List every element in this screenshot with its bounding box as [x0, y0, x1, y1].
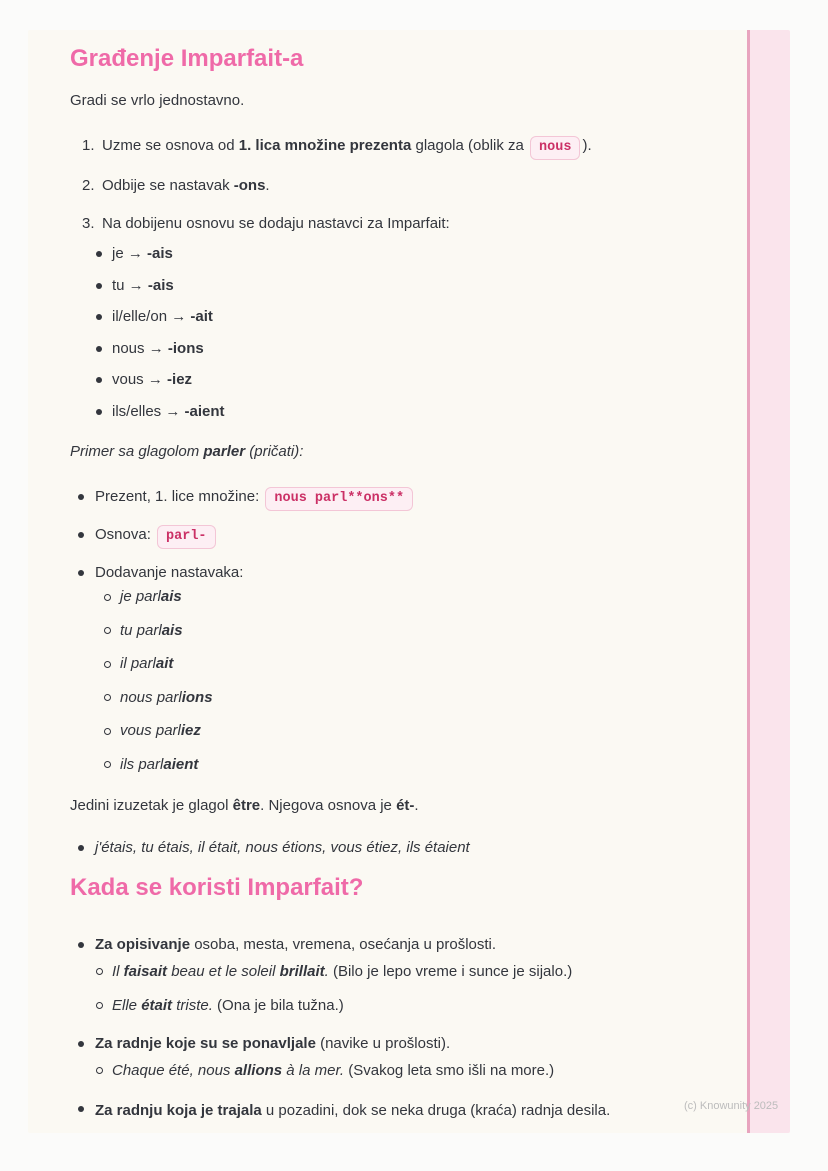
exception-paragraph: [70, 794, 698, 818]
text-segment: vous parl: [120, 722, 181, 739]
text-segment: u pozadini, dok se neka druga (kraća) radnja desila.: [261, 1101, 611, 1119]
text-segment: ils/elles →: [112, 402, 185, 420]
text-segment: (Svakog leta smo išli na more.): [344, 1061, 555, 1079]
text-segment: beau et le soleil: [167, 962, 280, 980]
ending-item: [95, 337, 698, 361]
usage-sub-item: [95, 994, 698, 1018]
usage-item-text: [95, 936, 496, 953]
text-segment: vous →: [112, 371, 168, 388]
text-segment: .: [414, 796, 419, 814]
text-segment: -ions: [167, 339, 204, 357]
ending-item: [95, 400, 698, 424]
section-title-kada: Kada se koristi Imparfait?: [70, 873, 364, 901]
list-item: [70, 485, 698, 511]
text-segment: Uzme se osnova od: [102, 137, 239, 154]
ending-text: [112, 371, 192, 388]
conjugation-text: [120, 655, 173, 672]
text-segment: Za opisivanje: [95, 935, 191, 953]
text-segment: Na dobijenu osnovu se dodaju nastavci za Imparfait:: [102, 215, 450, 232]
document-page: [28, 30, 790, 1133]
conjugation-text: [120, 622, 183, 639]
text-segment: (Ona je bila tužna.): [212, 996, 344, 1014]
conjugation-list: [95, 585, 698, 777]
text-segment: Dodavanje nastavaka:: [95, 563, 244, 581]
text-segment: parler: [203, 442, 246, 460]
text-segment: (navike u prošlosti).: [315, 1034, 451, 1052]
section-title-gradenje: Građenje Imparfait-a: [70, 45, 304, 72]
knowunity-watermark: (c) Knowunity 2025: [684, 1100, 779, 1112]
code-chip: nous: [530, 136, 580, 160]
ending-text: [112, 308, 213, 325]
step-text: [102, 134, 698, 160]
intro-paragraph: Gradi se vrlo jednostavno.: [70, 92, 245, 109]
text-segment: je parl: [120, 588, 161, 605]
text-segment: je →: [112, 245, 148, 262]
step-line: [82, 212, 698, 236]
text-segment: à la mer.: [282, 1061, 345, 1079]
step-item: [82, 134, 698, 160]
usage-list: [70, 933, 698, 1125]
list-item-text: [95, 488, 415, 505]
text-segment: ét-: [396, 796, 415, 814]
text-segment: ions: [181, 688, 213, 706]
conjugation-item: [103, 719, 698, 743]
etre-forms-text: [95, 839, 470, 856]
text-segment: iez: [180, 722, 201, 739]
usage-sub-text: [112, 963, 572, 980]
text-segment: -ais: [147, 245, 173, 262]
step-line: [82, 174, 698, 198]
step-text: [102, 212, 698, 236]
text-segment: Chaque été, nous: [112, 1061, 235, 1079]
text-segment: brillait: [279, 962, 325, 980]
text-segment: -aient: [184, 402, 225, 420]
text-segment: .: [324, 962, 329, 980]
code-chip: nous parl**ons**: [265, 487, 413, 511]
pink-margin-stripe: [747, 30, 790, 1133]
text-segment: -ais: [147, 276, 174, 294]
step-text: [102, 174, 698, 198]
text-segment: Il: [112, 962, 124, 980]
endings-list: [82, 242, 698, 424]
step-item: [82, 174, 698, 198]
text-segment: glagola (oblik za: [411, 137, 529, 154]
conjugation-item: [103, 652, 698, 676]
conjugation-item: [103, 585, 698, 609]
text-segment: ).: [582, 137, 592, 154]
text-segment: tu parl: [120, 621, 162, 639]
list-item-text: [95, 526, 218, 543]
text-segment: -iez: [167, 371, 193, 388]
text-segment: Za radnju koja je trajala: [95, 1101, 262, 1119]
text-segment: faisait: [123, 962, 168, 980]
text-segment: osoba, mesta, vremena, osećanja u prošlosti.: [190, 935, 497, 953]
list-item: [70, 836, 698, 860]
text-segment: -ons: [233, 177, 266, 194]
ending-text: [112, 245, 173, 262]
text-segment: . Njegova osnova je: [260, 796, 397, 814]
text-segment: il parl: [120, 655, 156, 672]
text-segment: nous parl: [120, 688, 182, 706]
list-number: 1.: [82, 137, 95, 154]
text-segment: nous →: [112, 339, 168, 357]
conjugation-text: [120, 756, 198, 773]
etre-forms-list: [70, 836, 698, 860]
usage-sub-text: [112, 1062, 554, 1079]
ending-text: [112, 340, 204, 357]
ending-item: [95, 274, 698, 298]
text-segment: être: [232, 796, 261, 814]
list-number: 3.: [82, 215, 95, 232]
text-segment: triste.: [172, 996, 213, 1014]
text-segment: il/elle/on →: [112, 308, 191, 325]
ending-item: [95, 368, 698, 392]
text-segment: Elle: [112, 996, 142, 1014]
usage-sub-item: [95, 960, 698, 984]
usage-sub-list: [95, 1059, 698, 1083]
list-item: [70, 523, 698, 549]
text-segment: Odbije se nastavak: [102, 177, 234, 194]
usage-sub-text: [112, 997, 344, 1014]
ending-text: [112, 403, 225, 420]
text-segment: (pričati):: [245, 442, 304, 460]
text-segment: tu →: [112, 276, 148, 294]
text-segment: 1. lica množine prezenta: [238, 137, 412, 154]
text-segment: ils parl: [120, 755, 164, 773]
ending-text: [112, 277, 174, 294]
conjugation-text: [120, 722, 201, 739]
text-segment: Jedini izuzetak je glagol: [70, 796, 233, 814]
usage-item-text: [95, 1035, 450, 1052]
text-segment: (Bilo je lepo vreme i sunce je sijalo.): [328, 962, 573, 980]
step-item: [82, 212, 698, 424]
ending-item: [95, 242, 698, 266]
step-line: [82, 134, 698, 160]
usage-item: [70, 933, 698, 1018]
text-segment: .: [265, 177, 270, 194]
list-item-text: [95, 564, 243, 581]
conjugation-text: [120, 689, 213, 706]
usage-item-text: [95, 1102, 610, 1119]
text-segment: j'étais, tu étais, il était, nous étions, vous étiez, ils étaient: [95, 838, 470, 856]
text-segment: Osnova:: [95, 525, 156, 543]
usage-sub-list: [95, 960, 698, 1018]
conjugation-item: [103, 686, 698, 710]
text-segment: allions: [234, 1061, 283, 1079]
example-intro: [70, 440, 698, 464]
usage-sub-item: [95, 1059, 698, 1083]
steps-list: [70, 134, 698, 424]
list-item: [70, 561, 698, 777]
text-segment: -ait: [190, 308, 213, 325]
text-segment: Prezent, 1. lice množine:: [95, 487, 264, 505]
usage-item: [70, 1097, 675, 1125]
conjugation-text: [120, 588, 182, 605]
text-segment: ais: [161, 621, 183, 639]
conjugation-item: [103, 619, 698, 643]
document-content: [28, 30, 790, 1133]
conjugation-item: [103, 753, 698, 777]
text-segment: Za radnje koje su se ponavljale: [95, 1034, 316, 1052]
usage-item: [70, 1032, 698, 1083]
code-chip: parl-: [157, 525, 216, 549]
text-segment: Primer sa glagolom: [70, 442, 204, 460]
text-segment: ais: [160, 588, 182, 605]
ending-item: [95, 305, 698, 329]
list-number: 2.: [82, 177, 95, 194]
example-list: [70, 485, 698, 777]
text-segment: ait: [155, 655, 174, 672]
text-segment: était: [141, 996, 173, 1014]
text-segment: aient: [163, 755, 199, 773]
